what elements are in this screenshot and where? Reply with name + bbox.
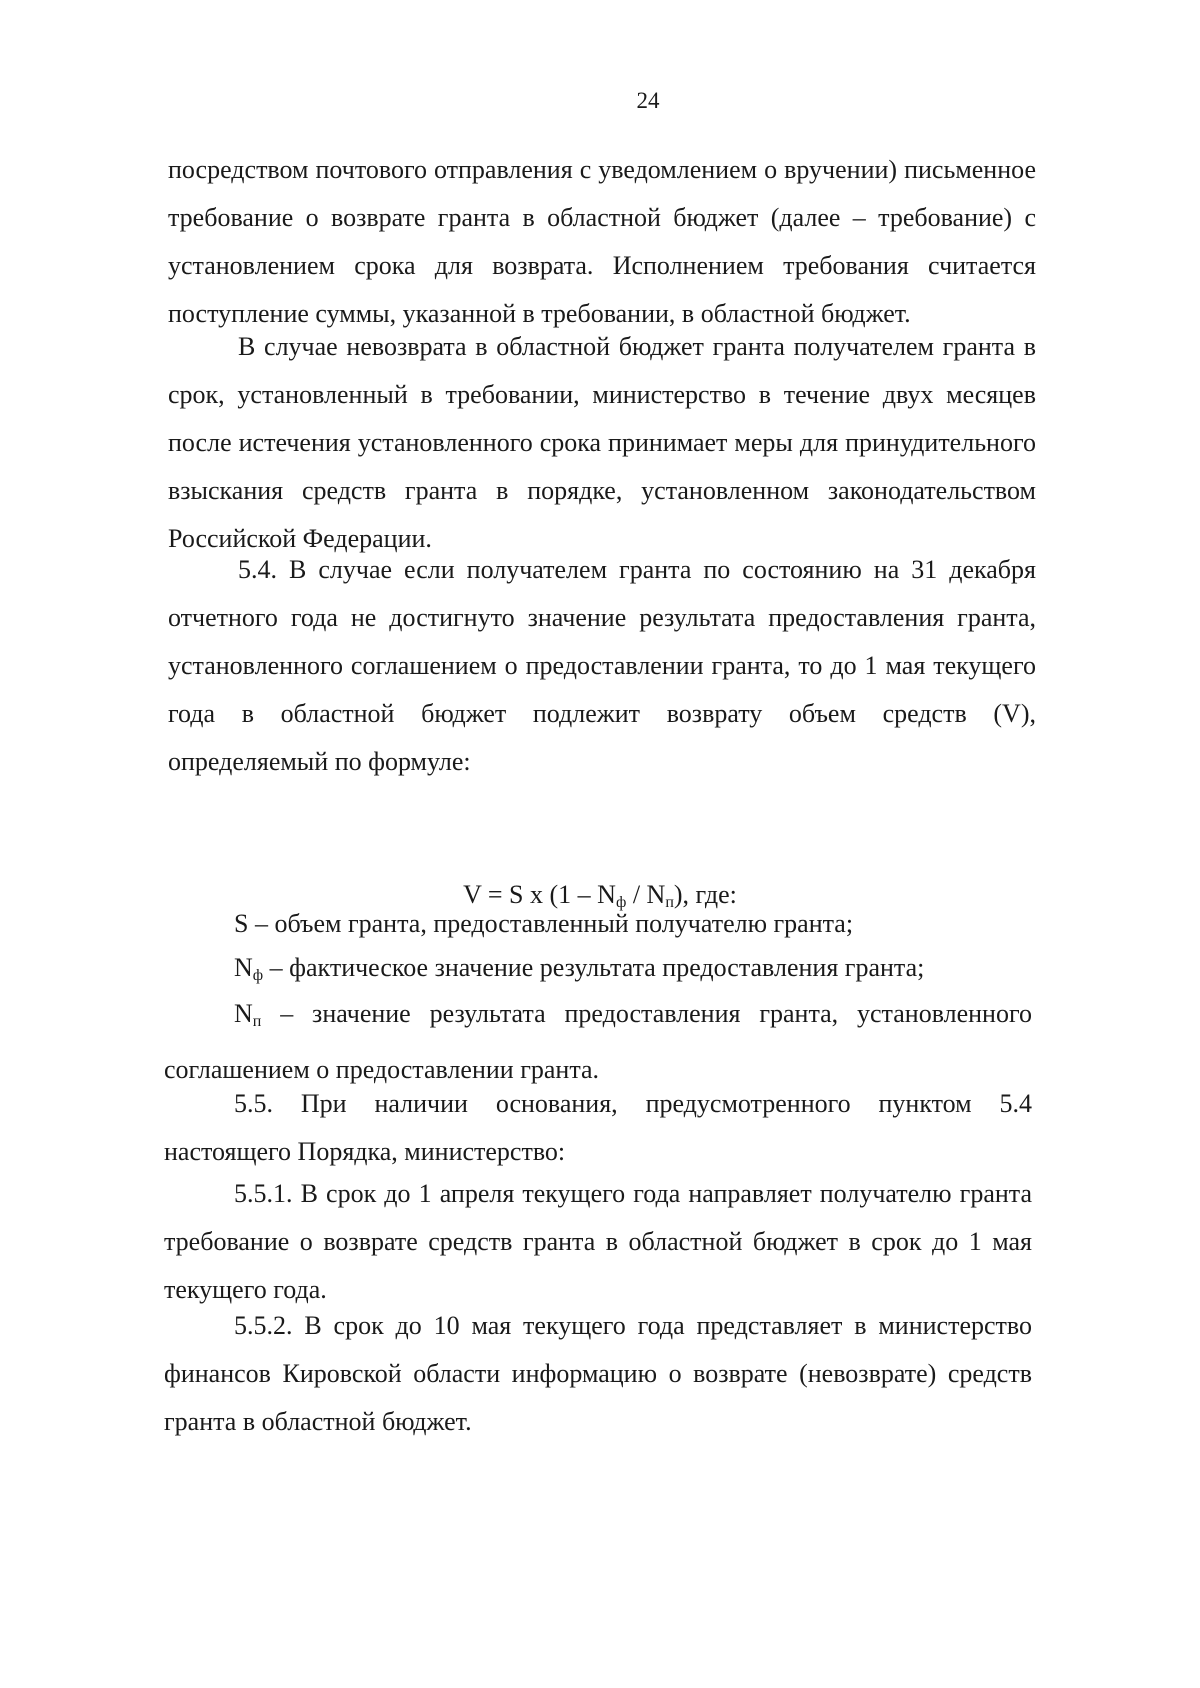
formula-sub-p: п bbox=[665, 894, 674, 911]
paragraph-5-5-1: 5.5.1. В срок до 1 апреля текущего года направляет получателю гранта требование о возврате средств гранта в областной бюджет в срок до 1 мая текущего года. bbox=[164, 1179, 1032, 1304]
definition-np-subscript: п bbox=[252, 1013, 262, 1030]
definition-nf-symbol: N bbox=[234, 953, 253, 982]
formula-sub-f: ф bbox=[615, 894, 627, 911]
paragraph-5-5: 5.5. При наличии основания, предусмотренного пунктом 5.4 настоящего Порядка, министерство: bbox=[164, 1089, 1032, 1166]
formula-mid: / N bbox=[626, 880, 666, 909]
page-number: 24 bbox=[636, 88, 660, 113]
paragraph-5-5-2: 5.5.2. В срок до 10 мая текущего года представляет в министерство финансов Кировской области информацию о возврате (невозврате) средств гранта в областной бюджет. bbox=[164, 1311, 1032, 1436]
definition-nf-text: – фактическое значение результата предоставления гранта; bbox=[263, 953, 925, 982]
paragraph-5-4: 5.4. В случае если получателем гранта по состоянию на 31 декабря отчетного года не достигнуто значение результата предоставления гранта, установленного соглашением о предоставлении гранта, то до 1 мая текущего года в областной бюджет подлежит возврату объем средств (V), определяемый по формуле: bbox=[168, 555, 1036, 776]
formula-tail: ), где: bbox=[673, 880, 737, 909]
formula-lhs: V = S x (1 – N bbox=[463, 880, 616, 909]
definition-np-text: – значение результата предоставления гранта, установленного соглашением о предоставлении гранта. bbox=[164, 999, 1032, 1084]
paragraph-nonreturn: В случае невозврата в областной бюджет гранта получателем гранта в срок, установленный в требовании, министерство в течение двух месяцев после истечения установленного срока принимает меры для принудительного взыскания средств гранта в порядке, установленном законодательством Российской Федерации. bbox=[168, 332, 1036, 553]
definition-nf-subscript: ф bbox=[252, 967, 264, 984]
paragraph-continuation: посредством почтового отправления с уведомлением о вручении) письменное требование о возврате гранта в областной бюджет (далее – требование) с установлением срока для возврата. Исполнением требования считается поступление суммы, указанной в требовании, в областной бюджет. bbox=[168, 155, 1036, 328]
definition-np-symbol: N bbox=[234, 999, 253, 1028]
definition-s: S – объем гранта, предоставленный получателю гранта; bbox=[234, 909, 854, 938]
definition-np bbox=[164, 990, 1032, 1094]
